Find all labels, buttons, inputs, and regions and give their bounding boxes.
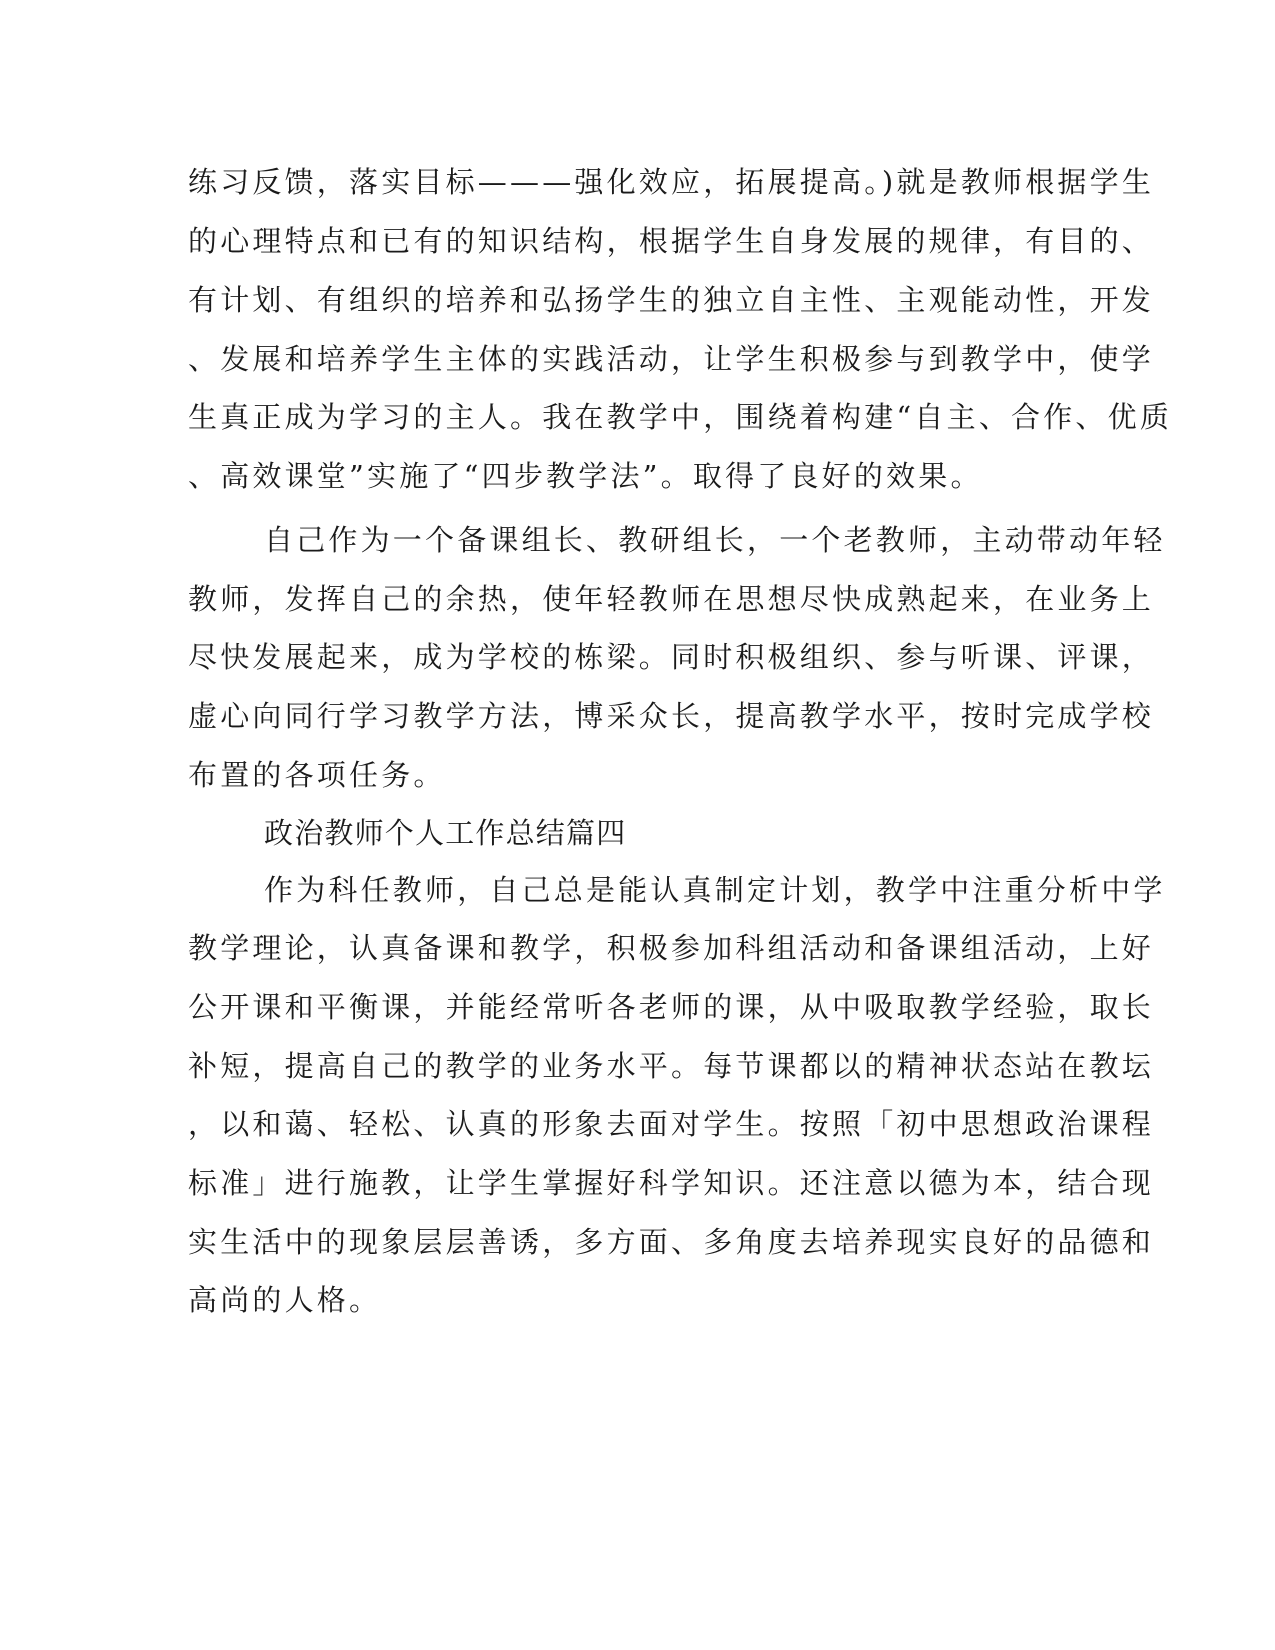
text-line: 、发展和培养学生主体的实践活动，让学生积极参与到教学中，使学 — [188, 342, 1155, 376]
section-heading: 政治教师个人工作总结篇四 — [264, 816, 627, 850]
text-line: 高尚的人格。 — [188, 1283, 382, 1317]
text-line: 教学理论，认真备课和教学，积极参加科组活动和备课组活动，上好 — [188, 931, 1155, 965]
text-line: 生真正成为学习的主人。我在教学中，围绕着构建“自主、合作、优质 — [188, 400, 1173, 434]
text-line: 虚心向同行学习教学方法，博采众长，提高教学水平，按时完成学校 — [188, 699, 1155, 733]
text-line: 有计划、有组织的培养和弘扬学生的独立自主性、主观能动性，开发 — [188, 283, 1155, 317]
text-line: 标准」进行施教，让学生掌握好科学知识。还注意以德为本，结合现 — [188, 1166, 1155, 1200]
text-line: 作为科任教师，自己总是能认真制定计划，教学中注重分析中学 — [264, 873, 1166, 907]
text-line: 实生活中的现象层层善诱，多方面、多角度去培养现实良好的品德和 — [188, 1225, 1155, 1259]
text-line: 的心理特点和已有的知识结构，根据学生自身发展的规律，有目的、 — [188, 224, 1155, 258]
text-line: 补短，提高自己的教学的业务水平。每节课都以的精神状态站在教坛 — [188, 1049, 1155, 1083]
text-line: 练习反馈，落实目标———强化效应，拓展提高。)就是教师根据学生 — [188, 165, 1155, 199]
text-line: 公开课和平衡课，并能经常听各老师的课，从中吸取教学经验，取长 — [188, 990, 1155, 1024]
text-line: 自己作为一个备课组长、教研组长，一个老教师，主动带动年轻 — [264, 523, 1166, 557]
text-line: 尽快发展起来，成为学校的栋梁。同时积极组织、参与听课、评课， — [188, 640, 1155, 674]
text-line: 、高效课堂”实施了“四步教学法”。取得了良好的效果。 — [188, 459, 983, 493]
text-line: 教师，发挥自己的余热，使年轻教师在思想尽快成熟起来，在业务上 — [188, 582, 1155, 616]
text-line: ，以和蔼、轻松、认真的形象去面对学生。按照「初中思想政治课程 — [188, 1107, 1155, 1141]
text-line: 布置的各项任务。 — [188, 758, 446, 792]
